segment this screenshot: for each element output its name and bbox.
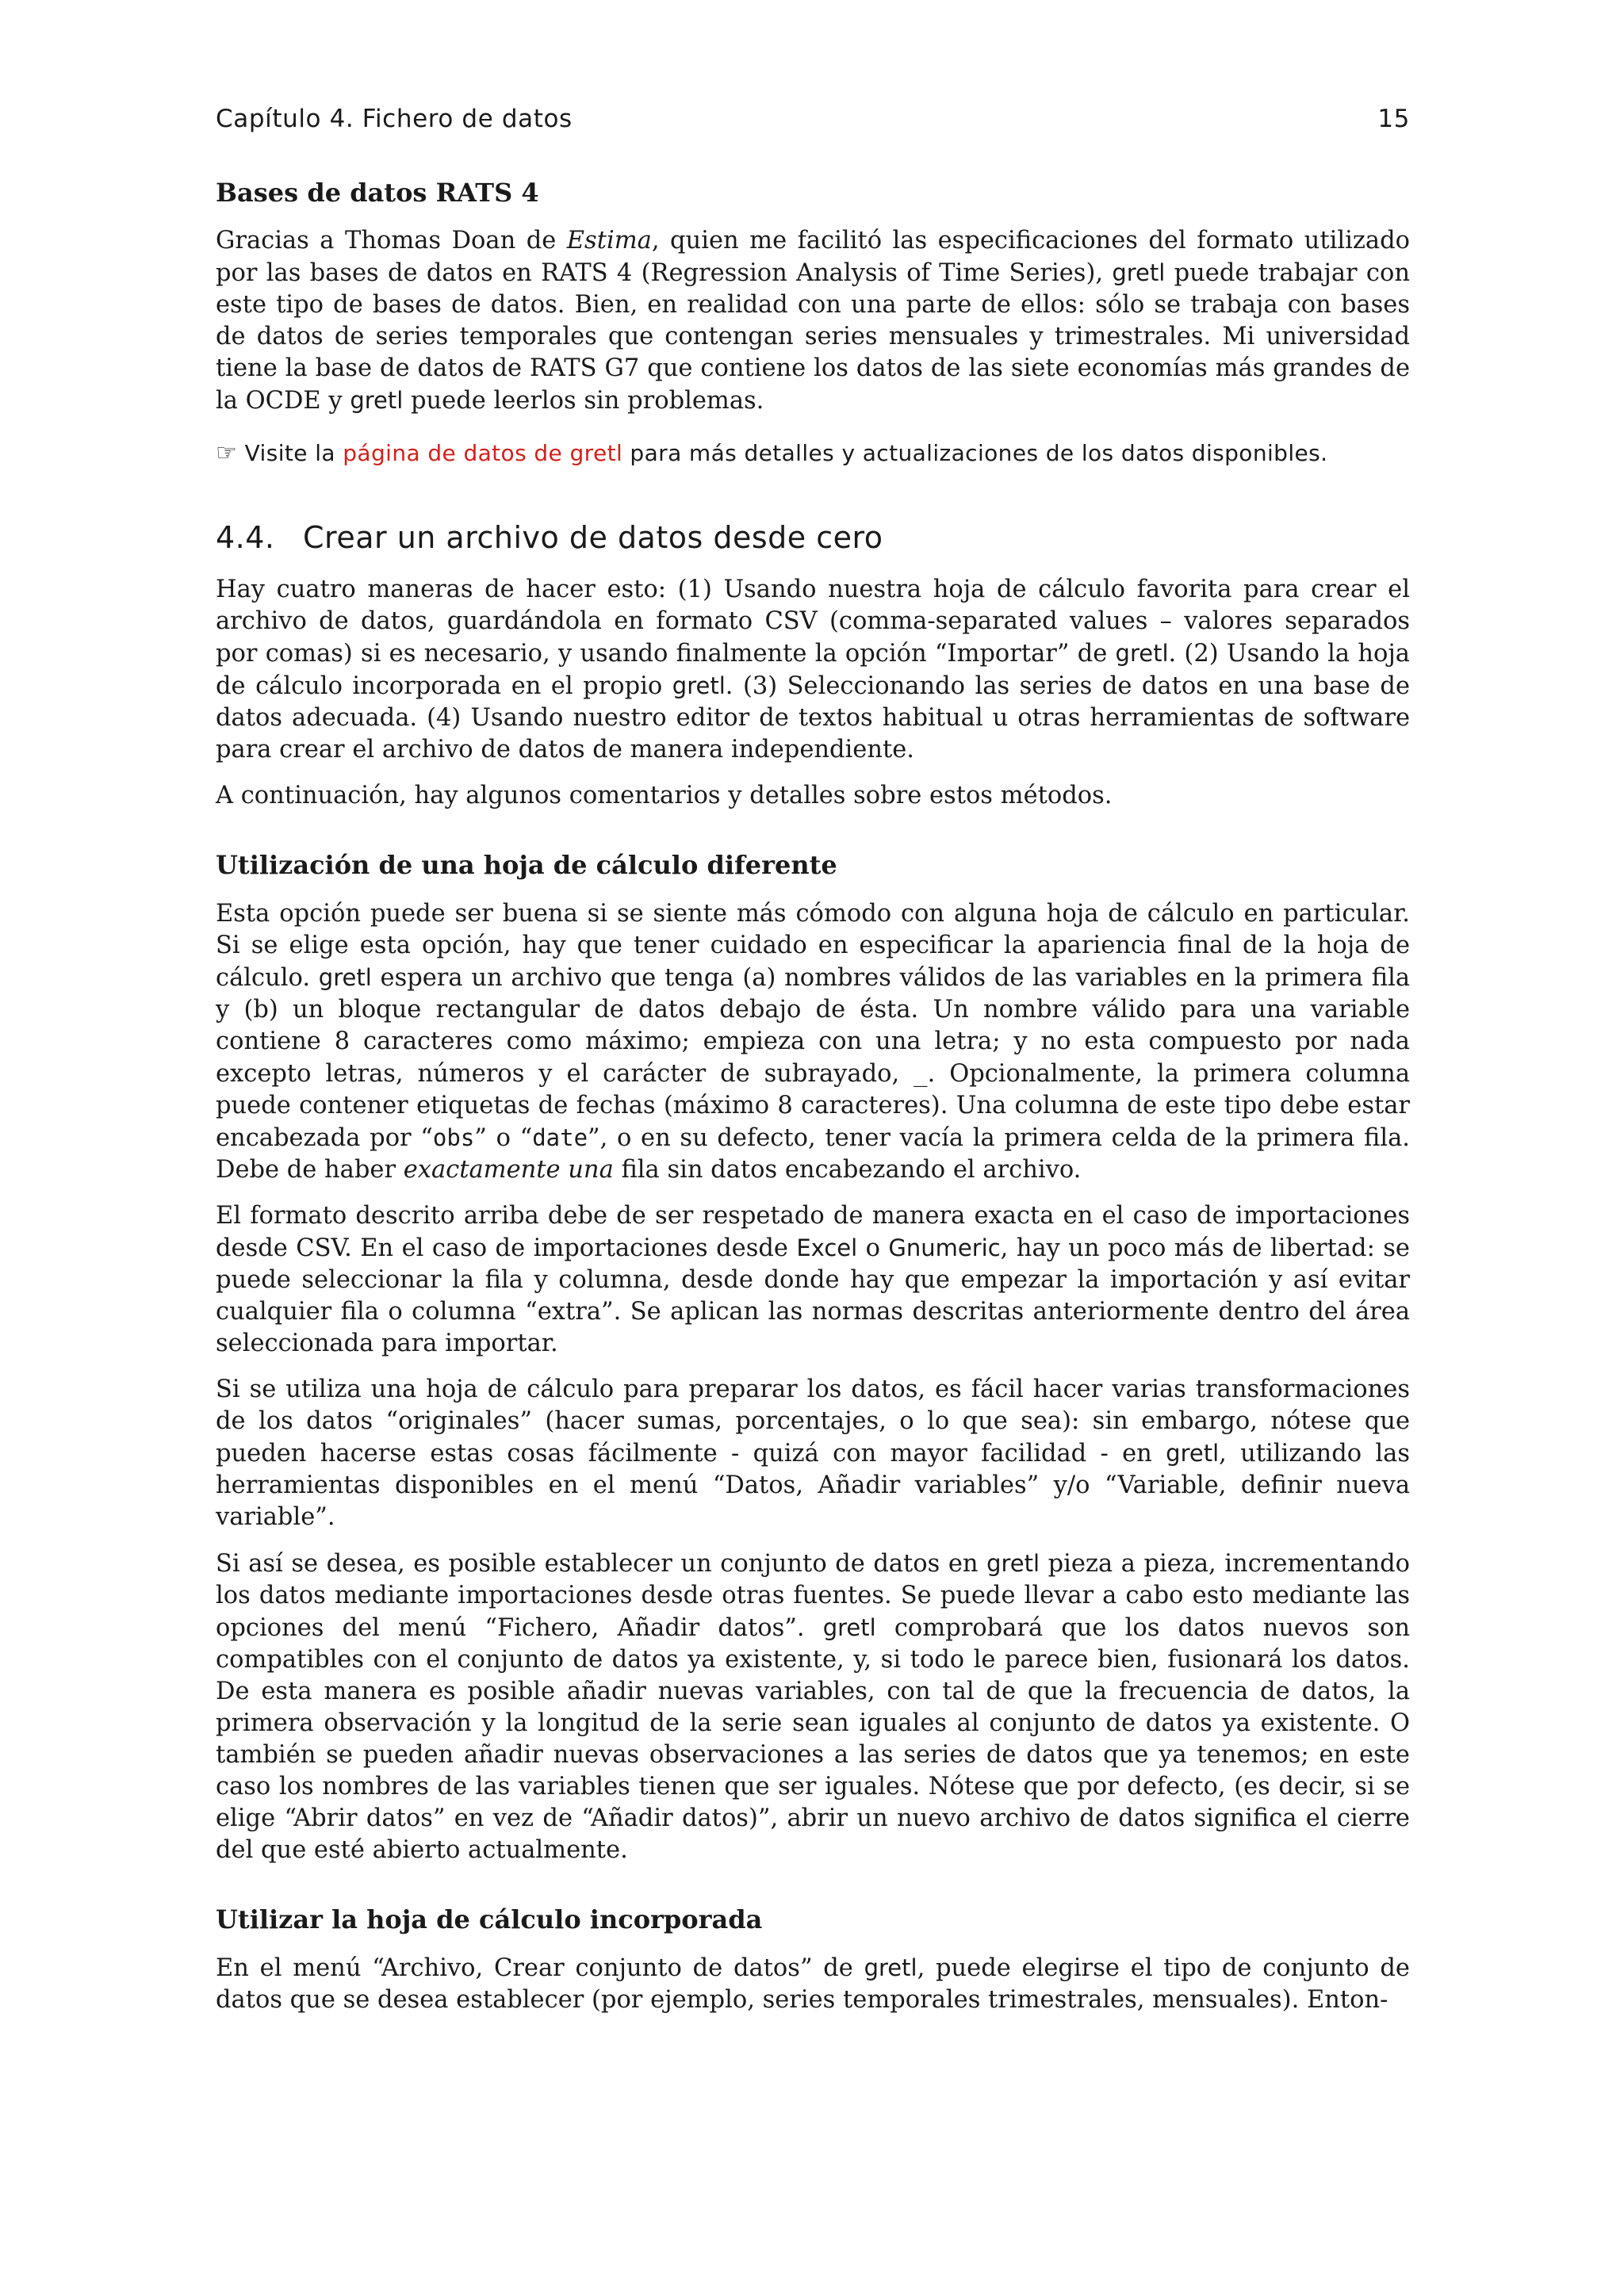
- heading-rats: Bases de datos RATS 4: [216, 178, 539, 208]
- heading-spreadsheet: Utilización de una hoja de cálculo diferente: [216, 850, 837, 881]
- page-number: 15: [1377, 105, 1410, 133]
- paragraph-spreadsheet-4: Si así se desea, es posible establecer un conjunto de datos en gretl pieza a pieza, incrementando los datos mediante importaciones desde otras fuentes. Se puede llevar a cabo esto mediante las opciones del menú “Fichero, Añadir datos”. gretl comprobará que los datos nuevos son compatibles con el conjunto de datos ya existente, y, si todo le parece bien, fusionará los datos. De esta manera es posible añadir nuevas variables, con tal de que la frecuencia de datos, la primera observación y la longitud de la serie sean iguales al conjunto de datos ya existente. O también se pueden añadir nuevas observaciones a las series de datos que ya tenemos; en este caso los nombres de las variables tienen que ser iguales. Nótese que por defecto, (es decir, si se elige “Abrir datos” en vez de “Añadir datos)”, abrir un nuevo archivo de datos significa el cierre del que esté abierto actualmente.: [216, 1549, 1410, 1864]
- heading-builtin-spreadsheet: Utilizar la hoja de cálculo incorporada: [216, 1904, 763, 1934]
- paragraph-builtin: En el menú “Archivo, Crear conjunto de datos” de gretl, puede elegirse el tipo de conjunto de datos que se desea establecer (por ejemplo, series temporales trimestrales, mensuales). Enton-: [216, 1954, 1410, 2015]
- section-title: Crear un archivo de datos desde cero: [303, 520, 883, 556]
- gretl-name: gretl: [1112, 259, 1166, 287]
- paragraph-rats: Gracias a Thomas Doan de Estima, quien me facilitó las especificaciones del formato utilizado por las bases de datos en RATS 4 (Regression Analysis of Time Series), gretl puede trabajar con este tipo de bases de datos. Bien, en realidad con una parte de ellos: sólo se trabaja con bases de datos de series temporales que contengan series mensuales y trimestrales. Mi universidad tiene la base de datos de RATS G7 que contiene los datos de las siete economías más grandes de la OCDE y gretl puede leerlos sin problemas.: [216, 227, 1410, 415]
- pointing-hand-icon: ☞: [216, 439, 238, 468]
- gretl-data-page-link[interactable]: página de datos de gretl: [343, 440, 623, 467]
- paragraph-spreadsheet-2: El formato descrito arriba debe de ser respetado de manera exacta en el caso de importaciones desde CSV. En el caso de importaciones desde Excel o Gnumeric, hay un poco más de libertad: se puede seleccionar la fila y columna, desde donde hay que empezar la importación y así evitar cualquier fila o columna “extra”. Se aplican las normas descritas anteriormente dentro del área seleccionada para importar.: [216, 1201, 1410, 1357]
- paragraph-spreadsheet-1: Esta opción puede ser buena si se siente más cómodo con alguna hoja de cálculo en particular. Si se elige esta opción, hay que tener cuidado en especificar la apariencia final de la hoja de cálculo. gretl espera un archivo que tenga (a) nombres válidos de las variables en la primera fila y (b) un bloque rectangular de datos debajo de ésta. Un nombre válido para una variable contiene 8 caracteres como máximo; empieza con una letra; y no esta compuesto por nada excepto letras, números y el carácter de subrayado, _. Opcionalmente, la primera columna puede contener etiquetas de fechas (máximo 8 caracteres). Una columna de este tipo debe estar encabezada por “obs” o “date”, o en su defecto, tener vacía la primera celda de la primera fila. Debe de haber exactamente una fila sin datos encabezando el archivo.: [216, 899, 1411, 1184]
- running-header: [216, 105, 1410, 133]
- paragraph-intro: A continuación, hay algunos comentarios y detalles sobre estos métodos.: [216, 782, 1113, 810]
- chapter-title: Capítulo 4. Fichero de datos: [216, 105, 573, 133]
- section-heading: [216, 520, 1410, 555]
- paragraph-spreadsheet-3: Si se utiliza una hoja de cálculo para preparar los datos, es fácil hacer varias transformaciones de los datos “originales” (hacer sumas, porcentajes, o lo que sea): sin embargo, nótese que pueden hacerse estas cosas fácilmente - quizá con mayor facilidad - en gretl, utilizando las herramientas disponibles en el menú “Datos, Añadir variables” y/o “Variable, definir nueva variable”.: [216, 1375, 1411, 1531]
- paragraph-methods: Hay cuatro maneras de hacer esto: (1) Usando nuestra hoja de cálculo favorita para crear el archivo de datos, guardándola en formato CSV (comma-separated values – valores separados por comas) si es necesario, y usando finalmente la opción “Importar” de gretl. (2) Usando la hoja de cálculo incorporada en el propio gretl. (3) Seleccionando las series de datos en una base de datos adecuada. (4) Usando nuestro editor de textos habitual u otras herramientas de software para crear el archivo de datos de manera independiente.: [216, 576, 1410, 764]
- section-number: 4.4.: [216, 520, 275, 556]
- tip-note: ☞ Visite la página de datos de gretl para más detalles y actualizaciones de los datos disponibles.: [216, 439, 1328, 468]
